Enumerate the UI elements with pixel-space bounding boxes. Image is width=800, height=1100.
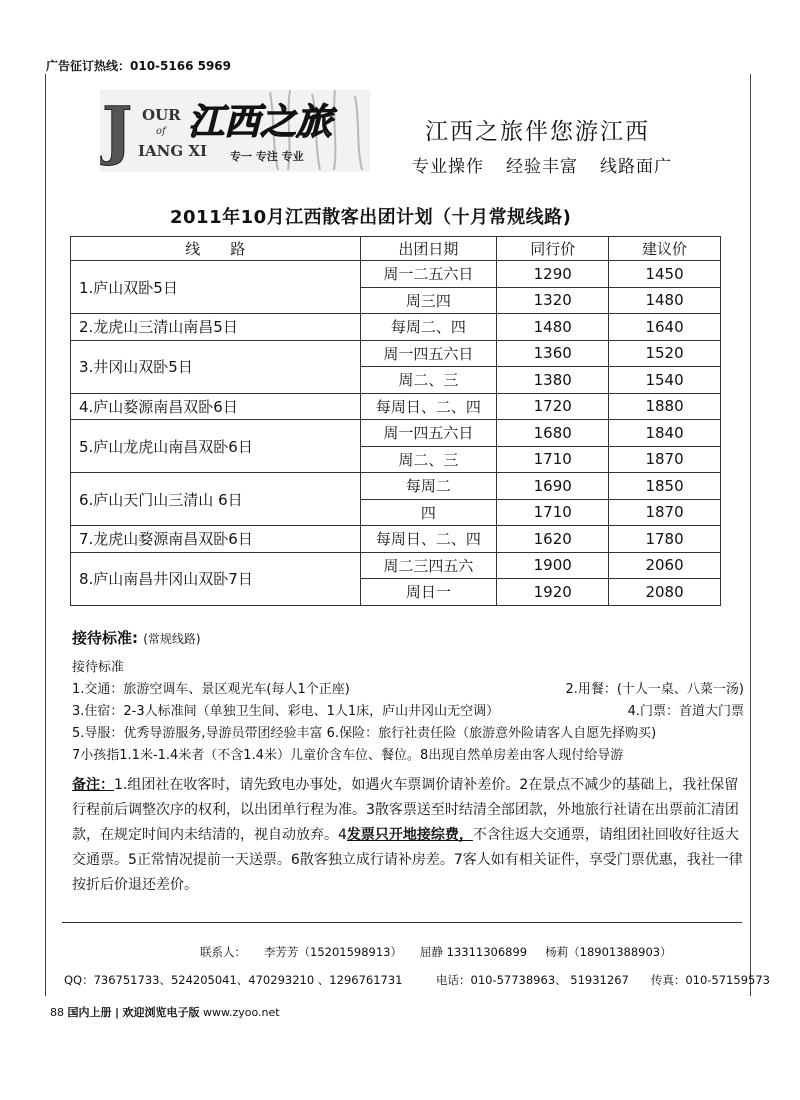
date-cell: 每周日、二、四 (360, 526, 497, 553)
suggested-price-cell: 1520 (609, 340, 721, 367)
logo-motto: 专一 专注 专业 (230, 150, 304, 163)
date-cell: 周一二五六日 (360, 261, 497, 288)
route-cell: 2.龙虎山三清山南昌5日 (71, 314, 361, 341)
peer-price-cell: 1360 (497, 340, 609, 367)
table-header-row (71, 237, 721, 261)
standard-item: 5.导服：优秀导游服务,导游员带团经验丰富 6.保险：旅行社责任险（旅游意外险请客人自愿先择购买) (72, 726, 657, 741)
date-cell: 每周二、四 (360, 314, 497, 341)
table-row (71, 473, 721, 500)
notes-text: 1.组团社在收客时，请先致电办事处，如遇火车票调价请补差价。2在景点不减少的基础上，我社保留行程前后调整次序的权利，以出团单行程为准。3散客票送至时结清全部团款，外地旅行社请在出票前汇清团款，在规定时间内未结清的，视自动放弃。4 (72, 777, 739, 843)
footer-url[interactable]: www.zyoo.net (203, 1006, 280, 1019)
logo-iang-xi: IANG XI (138, 142, 208, 160)
phone-fax (436, 972, 770, 988)
tagline-item: 线路面广 (600, 157, 672, 177)
suggested-price-cell: 1850 (609, 473, 721, 500)
standards-block (72, 657, 744, 767)
notes-label: 备注： (72, 777, 114, 793)
date-cell: 每周日、二、四 (360, 393, 497, 420)
logo-letter-j: J (102, 93, 133, 168)
date-cell: 每周二 (360, 473, 497, 500)
contact-person: 杨莉（18901388903） (545, 945, 672, 959)
contact-person: 李芳芳（15201598913） (264, 945, 402, 959)
tagline-item: 专业操作 (412, 157, 484, 177)
table-row (71, 552, 721, 579)
peer-price-cell: 1380 (497, 367, 609, 394)
plan-title: 2011年10月江西散客出团计划（十月常规线路) (170, 207, 572, 228)
standard-item: 7小孩指1.1米-1.4米者（不含1.4米）儿童价含车位、餐位。8出现自然单房差由客人现付给导游 (72, 748, 624, 763)
standards-row (72, 679, 744, 701)
peer-price-cell: 1710 (497, 499, 609, 526)
footer-tagline: 欢迎浏览电子版 (122, 1006, 200, 1019)
notes-block (72, 773, 744, 898)
standard-item: 4.门票：首道大门票 (627, 704, 744, 719)
suggested-price-cell: 1450 (609, 261, 721, 288)
phone-numbers: 电话：010-57738963、 51931267 (436, 973, 629, 987)
route-cell: 5.庐山龙虎山南昌双卧6日 (71, 420, 361, 473)
footer-section: 国内上册 (67, 1006, 112, 1019)
table-row (71, 393, 721, 420)
reception-subtitle: (常规线路) (143, 632, 201, 646)
qq-numbers: QQ：736751733、524205041、470293210 、1296761731 (64, 973, 403, 987)
date-cell: 周二三四五六 (360, 552, 497, 579)
suggested-price-cell: 1640 (609, 314, 721, 341)
suggested-price-cell: 2080 (609, 579, 721, 606)
notes-highlight: 发票只开地接综费， (346, 827, 473, 843)
date-cell: 周一四五六日 (360, 420, 497, 447)
route-cell: 4.庐山婺源南昌双卧6日 (71, 393, 361, 420)
standard-item: 3.住宿：2-3人标准间（单独卫生间、彩电、1人1床，庐山井冈山无空调） (72, 704, 500, 719)
peer-price-cell: 1320 (497, 287, 609, 314)
notes-text: 不含往返大交通票，请组团社回收好往返大交通票。5正常情况提前一天送票。6散客独立成行请补房差。7客人如有相关证件，享受门票优惠，我社一律按折后价退还差价。 (72, 827, 743, 893)
route-schedule-table (70, 236, 721, 606)
suggested-price-cell: 1870 (609, 446, 721, 473)
taglines (412, 152, 672, 177)
ad-hotline: 广告征订热线：010-5166 5969 (46, 59, 232, 73)
contact-people (200, 944, 672, 960)
date-cell: 周一四五六日 (360, 340, 497, 367)
reception-title: 接待标准: (72, 629, 138, 647)
fax-number: 传真：010-57159573 (650, 973, 770, 987)
standard-item: 2.用餐：(十人一桌、八菜一汤) (565, 682, 744, 697)
route-cell: 7.龙虎山婺源南昌双卧6日 (71, 526, 361, 553)
footer-separator: | (115, 1006, 120, 1019)
contact-person: 屈静 13311306899 (419, 945, 528, 959)
peer-price-cell: 1290 (497, 261, 609, 288)
route-cell: 6.庐山天门山三清山 6日 (71, 473, 361, 526)
company-logo (100, 90, 370, 172)
peer-price-cell: 1710 (497, 446, 609, 473)
page-number: 88 (50, 1006, 64, 1019)
peer-price-cell: 1680 (497, 420, 609, 447)
suggested-price-cell: 1880 (609, 393, 721, 420)
suggested-price-cell: 1780 (609, 526, 721, 553)
table-row (71, 420, 721, 447)
peer-price-cell: 1920 (497, 579, 609, 606)
peer-price-cell: 1690 (497, 473, 609, 500)
peer-price-cell: 1720 (497, 393, 609, 420)
date-cell: 四 (360, 499, 497, 526)
route-cell: 3.井冈山双卧5日 (71, 340, 361, 393)
reception-standard-title (72, 627, 201, 648)
date-cell: 周二、三 (360, 367, 497, 394)
route-cell: 8.庐山南昌井冈山双卧7日 (71, 552, 361, 605)
peer-price-cell: 1480 (497, 314, 609, 341)
suggested-price-cell: 2060 (609, 552, 721, 579)
logo-of: of (156, 126, 166, 137)
page-footer (50, 1004, 280, 1020)
standards-heading: 接待标准 (72, 660, 125, 675)
logo-cn-name: 江西之旅 (188, 102, 333, 143)
header-route: 线 路 (71, 237, 361, 261)
header-date: 出团日期 (360, 237, 497, 261)
peer-price-cell: 1900 (497, 552, 609, 579)
table-row (71, 526, 721, 553)
standards-row (72, 701, 744, 723)
suggested-price-cell: 1540 (609, 367, 721, 394)
date-cell: 周三四 (360, 287, 497, 314)
header-peer-price: 同行价 (497, 237, 609, 261)
date-cell: 周日一 (360, 579, 497, 606)
route-cell: 1.庐山双卧5日 (71, 261, 361, 314)
company-slogan: 江西之旅伴您游江西 (425, 119, 650, 145)
tagline-item: 经验丰富 (506, 157, 578, 177)
table-row (71, 261, 721, 288)
suggested-price-cell: 1840 (609, 420, 721, 447)
standard-item: 1.交通：旅游空调车、景区观光车(每人1个正座) (72, 682, 350, 697)
suggested-price-cell: 1870 (609, 499, 721, 526)
logo-our: OUR (142, 106, 181, 124)
contact-label: 联系人： (200, 945, 246, 959)
table-row (71, 340, 721, 367)
peer-price-cell: 1620 (497, 526, 609, 553)
header-suggested-price: 建议价 (609, 237, 721, 261)
date-cell: 周二、三 (360, 446, 497, 473)
section-divider (62, 922, 742, 923)
suggested-price-cell: 1480 (609, 287, 721, 314)
table-row (71, 314, 721, 341)
